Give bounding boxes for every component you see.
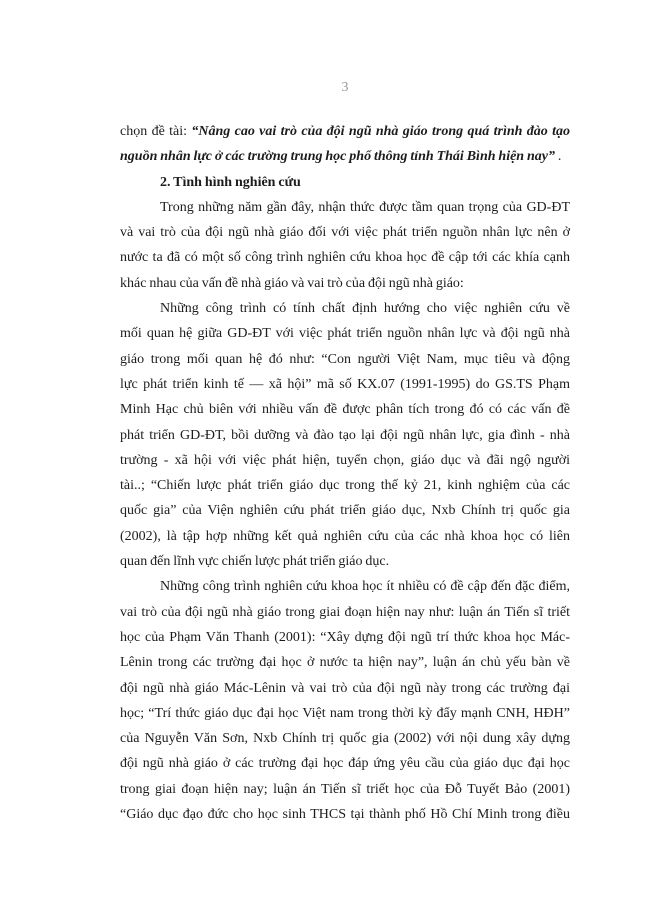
text-line — [120, 245, 570, 270]
text-line — [120, 751, 570, 776]
text-segment: giáo trong mối quan hệ đó như: “Con người Việt Nam, mục tiêu và động — [120, 351, 570, 367]
text-line — [120, 144, 570, 169]
text-segment: nước ta đã có một số công trình nghiên cứu khoa học đề cập tới các khía cạnh — [120, 250, 570, 266]
text-line — [120, 574, 570, 599]
text-segment: chọn đề tài: — [120, 124, 192, 139]
text-line — [120, 119, 570, 144]
text-line — [120, 650, 570, 675]
text-segment: học; “Trí thức giáo dục đại học Việt nam trong thời kỳ đẩy mạnh CNH, HĐH” — [120, 705, 570, 721]
text-segment: Lênin trong các trường đại học ở nước ta hiện nay”, luận án chủ yếu bàn về — [120, 655, 570, 671]
text-segment: đội ngũ nhà giáo ở các trường đại học đáp ứng yêu cầu của giáo dục đại học — [120, 756, 570, 772]
text-line — [120, 473, 570, 498]
text-line — [120, 524, 570, 549]
text-line — [120, 498, 570, 523]
text-segment: Những công trình có tính chất định hướng cho việc nghiên cứu về — [160, 301, 570, 317]
text-segment: trường - xã hội với việc phát hiện, tuyển chọn, giáo dục và đãi ngộ người — [120, 452, 570, 468]
document-body — [120, 119, 570, 827]
section-heading — [120, 170, 570, 195]
text-segment: Minh Hạc chủ biên với nhiều vấn đề được phân tích trong đó có các vấn đề — [120, 402, 570, 418]
text-line — [120, 549, 570, 574]
text-line — [120, 347, 570, 372]
text-segment: lực phát triển kinh tế — xã hội” mã số KX.07 (1991-1995) do GS.TS Phạm — [120, 376, 570, 392]
text-line — [120, 625, 570, 650]
text-segment: vai trò của đội ngũ nhà giáo trong giai đoạn hiện nay như: luận án Tiến sĩ triết — [120, 604, 570, 620]
text-line — [120, 448, 570, 473]
text-line — [120, 397, 570, 422]
text-segment: . — [555, 149, 562, 165]
text-line — [120, 220, 570, 245]
text-segment: Trong những năm gần đây, nhận thức được tầm quan trọng của GD-ĐT — [160, 199, 570, 215]
text-segment: Những công trình nghiên cứu khoa học ít nhiều có đề cập đến đặc điểm, — [160, 579, 570, 595]
text-segment: nguồn nhân lực ở các trường trung học phổ thông tỉnh Thái Bình hiện nay” — [120, 149, 555, 165]
text-segment: (2002), là tập hợp những kết quả nghiên cứu của các nhà khoa học có liên — [120, 528, 570, 544]
text-segment: đội ngũ nhà giáo Mác-Lênin và vai trò của đội ngũ này trong các trường đại — [120, 680, 570, 696]
text-line — [120, 423, 570, 448]
text-line — [120, 321, 570, 346]
text-segment: và vai trò của đội ngũ nhà giáo đối với việc phát triển nguồn nhân lực nên ở — [120, 225, 570, 241]
text-line — [120, 777, 570, 802]
text-line — [120, 701, 570, 726]
text-line — [120, 600, 570, 625]
text-line — [120, 195, 570, 220]
text-line — [120, 726, 570, 751]
text-segment: của Nguyễn Văn Sơn, Nxb Chính trị quốc gia (2002) với nội dung xây dựng — [120, 731, 570, 747]
text-line — [120, 296, 570, 321]
text-segment: “Giáo dục đạo đức cho học sinh THCS tại thành phố Hồ Chí Minh trong điều — [120, 807, 570, 823]
text-line — [120, 372, 570, 397]
text-line — [120, 271, 570, 296]
page-number: 3 — [341, 80, 349, 95]
text-segment: phát triển GD-ĐT, bồi dưỡng và đào tạo lại đội ngũ nhân lực, gia đình - nhà — [120, 427, 570, 443]
text-segment: quan đến lĩnh vực chiến lược phát triển giáo dục. — [120, 554, 390, 570]
text-segment: khác nhau của vấn đề nhà giáo và vai trò của đội ngũ nhà giáo: — [120, 275, 464, 291]
text-line — [120, 676, 570, 701]
text-segment: tài..; “Chiến lược phát triển giáo dục trong thế kỷ 21, kinh nghiệm của các — [120, 478, 570, 494]
text-line — [120, 802, 570, 827]
text-segment: học của Phạm Văn Thanh (2001): “Xây dựng đội ngũ trí thức khoa học Mác- — [120, 629, 570, 645]
text-segment: 2. Tình hình nghiên cứu — [160, 174, 301, 190]
text-segment: “Nâng cao vai trò của đội ngũ nhà giáo trong quá trình đào tạo — [191, 124, 571, 139]
text-segment: quốc gia” của Viện nghiên cứu phát triển giáo dục, Nxb Chính trị quốc gia — [120, 503, 570, 519]
text-segment: mối quan hệ giữa GD-ĐT với việc phát triển nguồn nhân lực và đội ngũ nhà — [120, 326, 570, 342]
text-segment: trong giai đoạn hiện nay; luận án Tiến sĩ triết học của Đỗ Tuyết Bảo (2001) — [120, 781, 570, 797]
